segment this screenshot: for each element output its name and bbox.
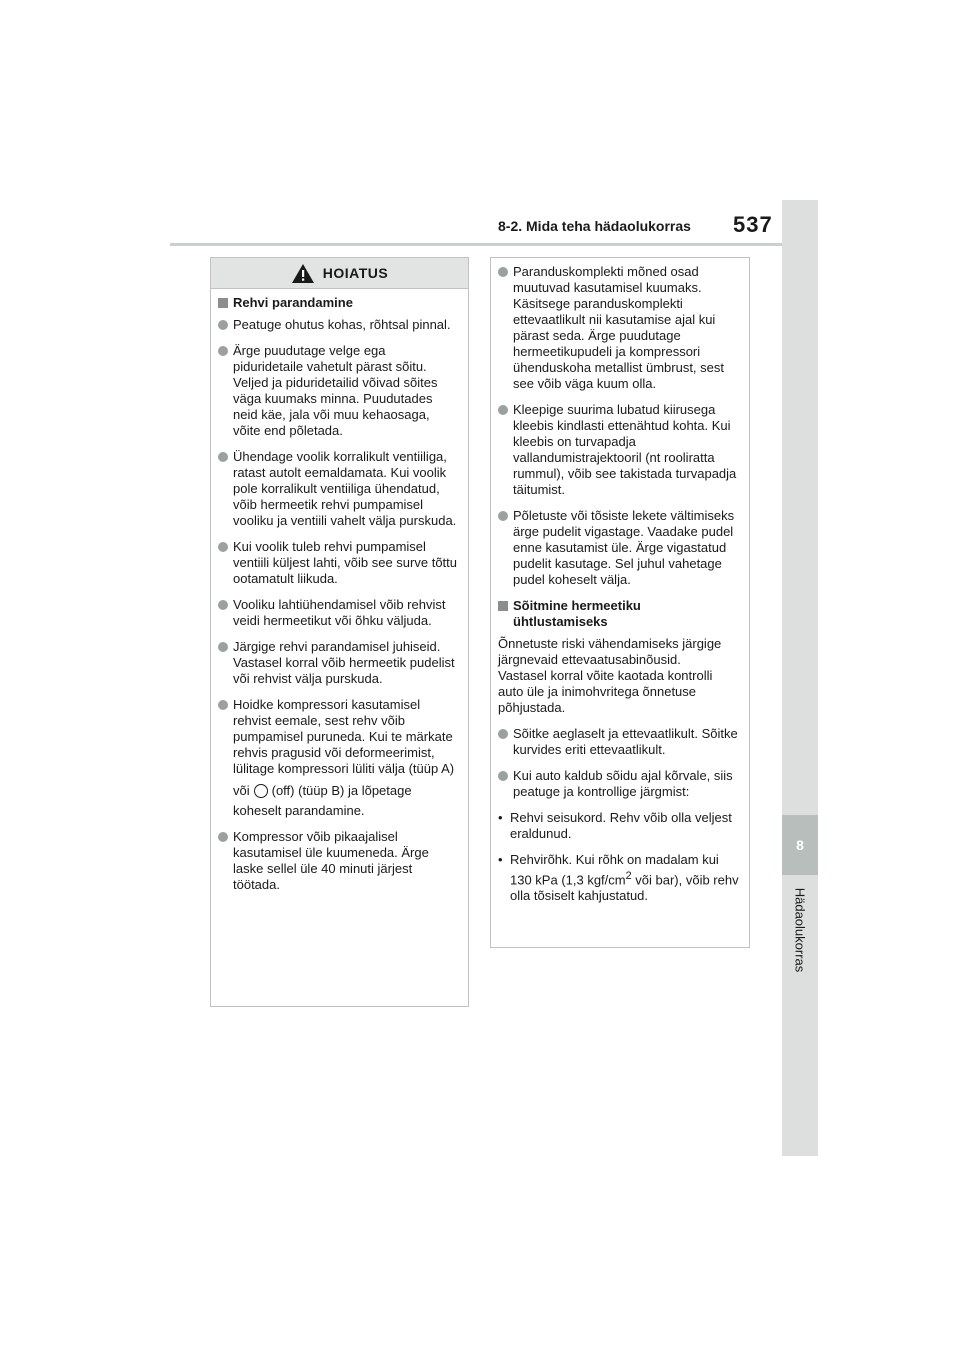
- list-item-text: Järgige rehvi parandamisel juhiseid. Vastasel korral võib hermeetik pudelist või rehvist välja purskuda.: [233, 639, 455, 686]
- header-divider: [170, 243, 782, 246]
- section-heading: [218, 295, 458, 311]
- list-item-text: Kui auto kaldub sõidu ajal kõrvale, siis peatuge ja kontrollige järgmist:: [513, 768, 733, 799]
- list-item-text: Kleepige suurima lubatud kiirusega kleebis kindlasti ettenähtud kohta. Kui kleebis on turvapadja vallandumistrajektooril (nt rooliratta rummul), võib see takistada turvapadja täitumist.: [513, 402, 737, 497]
- list-item: [218, 343, 458, 439]
- list-item-text: Põletuste või tõsiste lekete vältimiseks ärge pudelit vigastage. Vaadake pudel enne kasutamist üle. Ärge vigastatud pudelit kasutage. Sel juhul vahetage pudel koheselt välja.: [513, 508, 735, 587]
- list-item-text: Kui voolik tuleb rehvi pumpamisel ventiili küljest lahti, võib see surve tõttu ootamatult liikuda.: [233, 539, 457, 586]
- bullet-dot-icon: [218, 452, 228, 462]
- sub-bullet-marker: •: [498, 852, 503, 867]
- paragraph-line: Vastasel korral võite kaotada kontrolli auto üle ja inimohvritega õnnetuse põhjustada.: [498, 668, 713, 715]
- section-heading: [498, 598, 739, 630]
- list-item-text: Paranduskomplekti mõned osad muutuvad kasutamisel kuumaks. Käsitsege paranduskomplekti ettevaatlikult nii kasutamise ajal kui pärast seda. Ärge puudutage hermeetikupudeli ja kompressori ühenduskoha metallist ümbrust, sest see võib väga kuum olla.: [513, 264, 724, 391]
- bullet-dot-icon: [498, 405, 508, 415]
- list-item-text: Sõitke aeglaselt ja ettevaatlikult. Sõitke kurvides eriti ettevaatlikult.: [513, 726, 738, 757]
- list-item: [218, 829, 458, 893]
- list-item-text: Kompressor võib pikaajalisel kasutamisel üle kuumeneda. Ärge laske sellel üle 40 minuti järjest töötada.: [233, 829, 429, 892]
- list-item-text: Vooliku lahtiühendamisel võib rehvist veidi hermeetikut või õhku väljuda.: [233, 597, 446, 628]
- sub-list-item: [498, 810, 739, 842]
- list-item: [218, 317, 458, 333]
- list-item-text: Ühendage voolik korralikult ventiiliga, ratast autolt eemaldamata. Kui voolik pole korralikult ventiiliga ühendatud, võib hermeetik rehvi pumpamisel vooliku ja ventiili vahelt välja purskuda.: [233, 449, 457, 528]
- bullet-dot-icon: [498, 771, 508, 781]
- right-column-content: [491, 258, 749, 904]
- warning-title: HOIATUS: [322, 265, 389, 281]
- list-item: [218, 597, 458, 629]
- paragraph-line: Õnnetuste riski vähendamiseks järgige järgnevaid ettevaatusabinõusid.: [498, 636, 722, 667]
- sub-bullet-marker: •: [498, 810, 503, 825]
- warning-box-right: [490, 257, 750, 948]
- list-item-text: [233, 697, 458, 819]
- bullet-dot-icon: [498, 729, 508, 739]
- bullet-dot-icon: [218, 320, 228, 330]
- page-number: 537: [733, 212, 773, 237]
- sub2-text-a: Rehvirõhk. Kui rõhk on madalam kui 130 kPa (1,3 kgf/cm: [510, 852, 719, 888]
- list-item: [218, 539, 458, 587]
- section-heading-text: Rehvi parandamine: [233, 295, 353, 310]
- warning-box-left: [210, 257, 469, 1007]
- warning-header: [211, 258, 468, 289]
- paragraph: [498, 636, 739, 716]
- bullet7-part2a: või: [233, 783, 250, 798]
- chapter-side-tab: [782, 200, 818, 1156]
- bullet7-part2b: (off) (tüüp B) ja lõpetage: [271, 783, 412, 798]
- square-bullet-icon: [218, 298, 228, 308]
- bullet7-part3: koheselt parandamine.: [233, 803, 365, 818]
- bullet-dot-icon: [218, 642, 228, 652]
- square-bullet-icon: [498, 601, 508, 611]
- chapter-number-tab: 8: [782, 815, 818, 875]
- chapter-label: Hädaolukorras: [792, 887, 808, 973]
- bullet-dot-icon: [218, 700, 228, 710]
- sub-list-item-text: Rehvi seisukord. Rehv võib olla veljest eraldunud.: [510, 810, 732, 841]
- list-item: [498, 768, 739, 800]
- warning-triangle-icon: [291, 263, 315, 284]
- bullet-dot-icon: [498, 267, 508, 277]
- superscript: 2: [625, 870, 632, 882]
- bullet-dot-icon: [218, 600, 228, 610]
- bullet-dot-icon: [218, 542, 228, 552]
- bullet7-part1: Hoidke kompressori kasutamisel rehvist eemale, sest rehv võib pumpamisel puruneda. Kui te märkate rehvis pragusid või deformeerimist, lülitage kompressori lüliti välja (tüüp A): [233, 697, 455, 776]
- bullet-dot-icon: [498, 511, 508, 521]
- sub-list-item: [498, 852, 739, 904]
- section-title: 8-2. Mida teha hädaolukorras: [498, 218, 691, 234]
- list-item: [218, 449, 458, 529]
- bullet-dot-icon: [218, 346, 228, 356]
- bullet7-line2: [233, 783, 458, 799]
- list-item: [218, 697, 458, 819]
- left-column-content: [211, 289, 468, 893]
- list-item-text: Ärge puudutage velge ega piduridetaile vahetult pärast sõitu. Veljed ja piduridetailid võivad sõites väga kuumaks minna. Puudutades neid käe, jala või muu kehaosaga, võite end põletada.: [233, 343, 438, 438]
- section-heading-text: Sõitmine hermeetiku ühtlustamiseks: [513, 598, 641, 629]
- sub-list-item-text: [510, 852, 739, 904]
- list-item-text: Peatuge ohutus kohas, rõhtsal pinnal.: [233, 317, 451, 332]
- power-button-icon: [254, 784, 268, 798]
- list-item: [498, 264, 739, 392]
- bullet-dot-icon: [218, 832, 228, 842]
- sub2-text-b: või bar), võib rehv olla tõsiselt kahjustatud.: [510, 872, 739, 904]
- list-item: [498, 402, 739, 498]
- list-item: [498, 508, 739, 588]
- list-item: [498, 726, 739, 758]
- list-item: [218, 639, 458, 687]
